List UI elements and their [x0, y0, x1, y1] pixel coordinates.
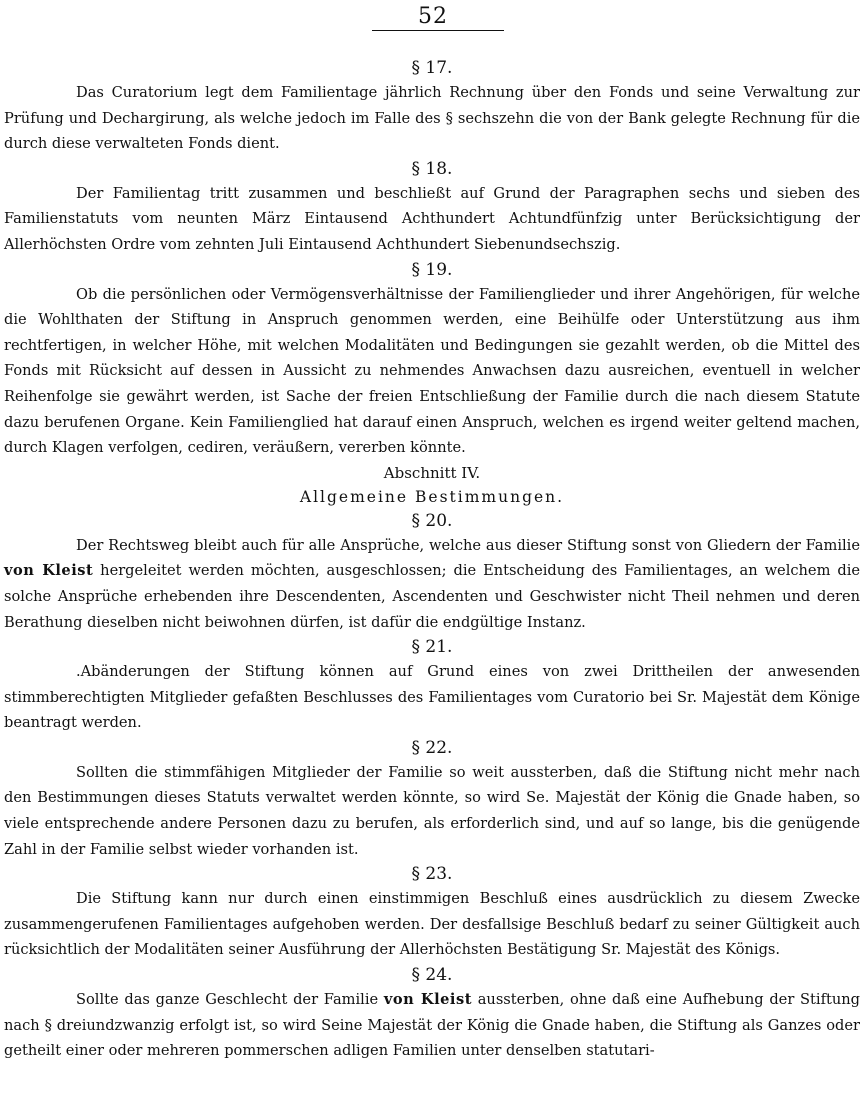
section-heading-17: § 17.: [411, 58, 453, 78]
section-text-22: Sollten die stimmfähigen Mitglieder der Familie so weit aussterben, daß die Stiftung nicht mehr nach den Bestimmungen dieses Statuts verwaltet werden könnte, so wird Se. Majestät der König die Gnade haben, so viele entsprechende andere Personen dazu zu berufen, als erforderlich sind, und auf so lange, bis die genügende Zahl in der Familie selbst wieder vorhanden ist.: [4, 763, 860, 858]
section-text-20: [4, 533, 860, 635]
section-text-24-before: Sollte das ganze Geschlecht der Familie: [76, 991, 384, 1009]
section-heading-21: § 21.: [411, 637, 453, 658]
family-name: von Kleist: [4, 562, 94, 580]
family-name: von Kleist: [383, 991, 472, 1009]
section-heading-18: § 18.: [411, 158, 453, 179]
chapter-label: Abschnitt IV.: [383, 463, 481, 482]
section-text-20-before: Der Rechtsweg bleibt auch für alle Ansprüche, welche aus dieser Stiftung sonst von Gliedern der Familie: [76, 536, 860, 554]
section-text-17: Das Curatorium legt dem Familientage jährlich Rechnung über den Fonds und seine Verwaltung zur Prüfung und Dechargirung, als welche jedoch im Falle des § sechszehn die von der Bank gelegte Rechnung für die durch diese verwalteten Fonds dient.: [4, 84, 860, 153]
page-number: 52: [418, 4, 448, 29]
section-text-21: .Abänderungen der Stiftung können auf Grund eines von zwei Drittheilen der anwesenden stimmberechtigten Mitglieder gefaßten Beschlusses des Familientages vom Curatorio bei Sr. Majestät dem Könige beantragt werden.: [4, 663, 860, 732]
section-text-18: Der Familientag tritt zusammen und beschließt auf Grund der Paragraphen sechs und sieben des Familienstatuts vom neunten März Eintausend Achthundert Achtundfünfzig unter Berücksichtigung der Allerhöchsten Ordre vom zehnten Juli Eintausend Achthundert Siebenundsechszig.: [4, 184, 860, 253]
section-heading-20: § 20.: [411, 510, 453, 531]
document-body: [4, 56, 860, 1064]
section-text-24: [4, 987, 860, 1064]
section-text-24-after: aussterben, ohne daß eine Aufhebung der Stiftung nach § dreiundzwanzig erfolgt ist, so wird Seine Majestät der König die Gnade haben, die Stiftung als Ganzes oder getheilt einer oder mehreren pommerschen adligen Familien unter denselben statutari-: [4, 991, 860, 1060]
section-heading-23: § 23.: [411, 864, 453, 885]
header-rule: [372, 30, 504, 31]
section-text-19: Ob die persönlichen oder Vermögensverhältnisse der Familienglieder und ihrer Angehörigen, für welche die Wohlthaten der Stiftung in Anspruch genommen werden, eine Beihülfe oder Unterstützung aus ihm rechtfertigen, in welcher Höhe, mit welchen Modalitäten und Bedingungen sie gezahlt werden, ob die Mittel des Fonds mit Rücksicht auf dessen in Aussicht zu nehmendes Anwachsen dazu ausreichen, eventuell in welcher Reihenfolge sie gewährt werden, ist Sache der freien Entschließung der Familie durch die nach diesem Statute dazu berufenen Organe. Kein Familienglied hat darauf einen Anspruch, welchen es irgend weiter geltend machen, durch Klagen verfolgen, cediren, veräußern, vererben könnte.: [4, 285, 860, 457]
section-heading-24: § 24.: [411, 965, 453, 986]
chapter-title: Allgemeine Bestimmungen.: [299, 487, 565, 506]
section-text-23: Die Stiftung kann nur durch einen einstimmigen Beschluß eines ausdrücklich zu diesem Zwecke zusammengerufenen Familientages aufgehoben werden. Der desfallsige Beschluß bedarf zu seiner Gültigkeit auch rücksichtlich der Modalitäten seiner Ausführung der Allerhöchsten Bestätigung Sr. Majestät des Königs.: [4, 890, 860, 959]
section-text-20-after: hergeleitet werden möchten, ausgeschlossen; die Entscheidung des Familientages, an welchem die solche Ansprüche erhebenden ihre Descendenten, Ascendenten und Geschwister nicht Theil nehmen und deren Berathung dieselben nicht beiwohnen dürfen, ist dafür die endgültige Instanz.: [4, 562, 860, 631]
section-heading-19: § 19.: [411, 259, 453, 280]
section-heading-22: § 22.: [411, 737, 453, 758]
